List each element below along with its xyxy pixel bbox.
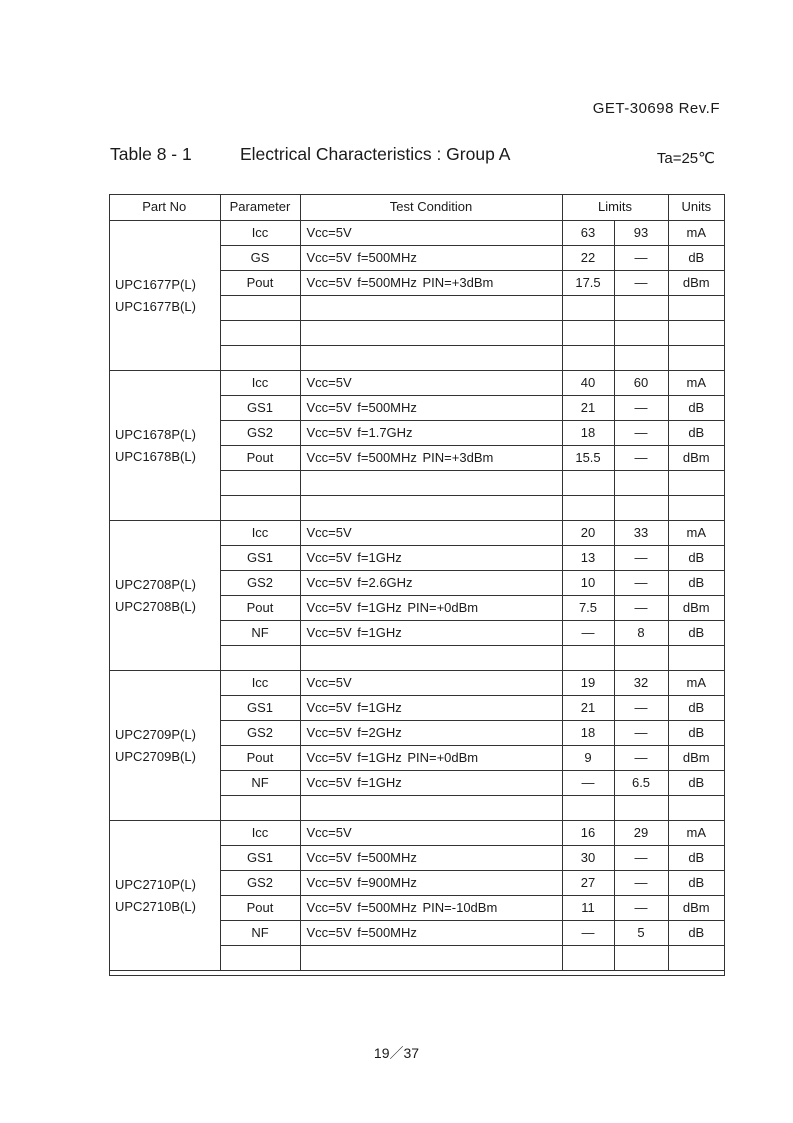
limit-max-cell: 33 bbox=[614, 521, 668, 546]
parameter-cell: GS2 bbox=[220, 571, 300, 596]
limit-min-cell: — bbox=[562, 621, 614, 646]
parameter-cell bbox=[220, 296, 300, 321]
unit-cell bbox=[668, 296, 724, 321]
unit-cell: mA bbox=[668, 221, 724, 246]
part-number: UPC1678P(L) bbox=[115, 426, 196, 442]
limit-min-cell: 30 bbox=[562, 846, 614, 871]
test-condition-cell: Vcc=5V f=500MHz bbox=[300, 846, 562, 871]
parameter-cell: Pout bbox=[220, 746, 300, 771]
table-row bbox=[109, 521, 724, 546]
limit-min-cell: 11 bbox=[562, 896, 614, 921]
test-condition-cell: Vcc=5V bbox=[300, 221, 562, 246]
limit-max-cell: — bbox=[614, 246, 668, 271]
parameter-cell bbox=[220, 646, 300, 671]
unit-cell: dB bbox=[668, 421, 724, 446]
limit-max-cell bbox=[614, 296, 668, 321]
limit-max-cell: 6.5 bbox=[614, 771, 668, 796]
unit-cell: dB bbox=[668, 921, 724, 946]
part-number-cell bbox=[109, 821, 220, 971]
test-condition-cell bbox=[300, 296, 562, 321]
test-condition-cell: Vcc=5V f=500MHz bbox=[300, 246, 562, 271]
unit-cell: mA bbox=[668, 521, 724, 546]
limit-max-cell bbox=[614, 471, 668, 496]
limit-min-cell bbox=[562, 496, 614, 521]
header-part-no: Part No bbox=[109, 194, 220, 221]
parameter-cell: Icc bbox=[220, 521, 300, 546]
unit-cell: dB bbox=[668, 846, 724, 871]
test-condition-cell bbox=[300, 346, 562, 371]
limit-min-cell: 18 bbox=[562, 421, 614, 446]
unit-cell: dB bbox=[668, 546, 724, 571]
unit-cell: dBm bbox=[668, 896, 724, 921]
limit-min-cell: 18 bbox=[562, 721, 614, 746]
part-number: UPC2710B(L) bbox=[115, 898, 196, 914]
table-header-row bbox=[109, 194, 724, 221]
unit-cell: dBm bbox=[668, 446, 724, 471]
unit-cell: dBm bbox=[668, 746, 724, 771]
limit-max-cell: — bbox=[614, 596, 668, 621]
test-condition-cell: Vcc=5V f=1GHz PIN=+0dBm bbox=[300, 596, 562, 621]
limit-min-cell: 19 bbox=[562, 671, 614, 696]
parameter-cell: NF bbox=[220, 621, 300, 646]
limit-max-cell: 93 bbox=[614, 221, 668, 246]
unit-cell: dB bbox=[668, 696, 724, 721]
limit-min-cell: 9 bbox=[562, 746, 614, 771]
parameter-cell: NF bbox=[220, 921, 300, 946]
test-condition-cell: Vcc=5V f=500MHz bbox=[300, 396, 562, 421]
test-condition-cell: Vcc=5V bbox=[300, 821, 562, 846]
table-row bbox=[109, 371, 724, 396]
part-number-cell bbox=[109, 671, 220, 821]
limit-min-cell: 63 bbox=[562, 221, 614, 246]
parameter-cell: NF bbox=[220, 771, 300, 796]
limit-min-cell: 40 bbox=[562, 371, 614, 396]
parameter-cell: GS1 bbox=[220, 396, 300, 421]
parameter-cell bbox=[220, 321, 300, 346]
unit-cell: mA bbox=[668, 371, 724, 396]
limit-min-cell: 15.5 bbox=[562, 446, 614, 471]
limit-max-cell: — bbox=[614, 746, 668, 771]
limit-max-cell bbox=[614, 796, 668, 821]
test-condition-cell: Vcc=5V f=500MHz bbox=[300, 921, 562, 946]
limit-min-cell bbox=[562, 321, 614, 346]
test-condition-cell: Vcc=5V f=1GHz bbox=[300, 696, 562, 721]
limit-max-cell: — bbox=[614, 446, 668, 471]
limit-max-cell: 8 bbox=[614, 621, 668, 646]
test-condition-cell: Vcc=5V f=2GHz bbox=[300, 721, 562, 746]
parameter-cell: Pout bbox=[220, 446, 300, 471]
table-row bbox=[109, 821, 724, 846]
limit-min-cell bbox=[562, 796, 614, 821]
parameter-cell: Icc bbox=[220, 821, 300, 846]
table-title: Electrical Characteristics : Group A bbox=[240, 144, 511, 164]
parameter-cell: GS1 bbox=[220, 696, 300, 721]
limit-max-cell: — bbox=[614, 871, 668, 896]
unit-cell: dB bbox=[668, 721, 724, 746]
parameter-cell: GS1 bbox=[220, 846, 300, 871]
test-condition-cell: Vcc=5V f=1GHz PIN=+0dBm bbox=[300, 746, 562, 771]
limit-max-cell: — bbox=[614, 546, 668, 571]
parameter-cell: GS2 bbox=[220, 871, 300, 896]
parameter-cell bbox=[220, 796, 300, 821]
unit-cell: dB bbox=[668, 396, 724, 421]
limit-min-cell bbox=[562, 946, 614, 971]
limit-max-cell bbox=[614, 496, 668, 521]
limit-max-cell: — bbox=[614, 396, 668, 421]
limit-min-cell bbox=[562, 646, 614, 671]
unit-cell: mA bbox=[668, 671, 724, 696]
unit-cell bbox=[668, 321, 724, 346]
test-condition-cell bbox=[300, 496, 562, 521]
limit-max-cell: 29 bbox=[614, 821, 668, 846]
unit-cell bbox=[668, 496, 724, 521]
unit-cell: mA bbox=[668, 821, 724, 846]
test-condition-cell: Vcc=5V bbox=[300, 371, 562, 396]
unit-cell bbox=[668, 471, 724, 496]
test-condition-cell: Vcc=5V f=2.6GHz bbox=[300, 571, 562, 596]
limit-max-cell: — bbox=[614, 846, 668, 871]
limit-min-cell: 21 bbox=[562, 396, 614, 421]
part-number: UPC2709P(L) bbox=[115, 726, 196, 742]
table-row bbox=[109, 671, 724, 696]
limit-min-cell bbox=[562, 296, 614, 321]
unit-cell bbox=[668, 646, 724, 671]
parameter-cell bbox=[220, 946, 300, 971]
page-number: 19／37 bbox=[373, 1045, 420, 1061]
test-condition-cell bbox=[300, 796, 562, 821]
part-number-cell bbox=[109, 521, 220, 671]
limit-min-cell: 10 bbox=[562, 571, 614, 596]
limit-max-cell: — bbox=[614, 721, 668, 746]
limit-max-cell bbox=[614, 646, 668, 671]
parameter-cell: GS2 bbox=[220, 721, 300, 746]
header-units: Units bbox=[668, 194, 724, 221]
ambient-temperature-condition: Ta=25℃ bbox=[656, 150, 715, 167]
part-number: UPC2709B(L) bbox=[115, 748, 196, 764]
part-number: UPC1677P(L) bbox=[115, 276, 196, 292]
test-condition-cell bbox=[300, 946, 562, 971]
parameter-cell: GS2 bbox=[220, 421, 300, 446]
parameter-cell: GS1 bbox=[220, 546, 300, 571]
test-condition-cell: Vcc=5V f=1GHz bbox=[300, 771, 562, 796]
limit-min-cell: — bbox=[562, 771, 614, 796]
header-test-condition: Test Condition bbox=[300, 194, 562, 221]
header-limits: Limits bbox=[562, 194, 668, 221]
limit-min-cell: — bbox=[562, 921, 614, 946]
parameter-cell bbox=[220, 471, 300, 496]
limit-max-cell: — bbox=[614, 271, 668, 296]
limit-max-cell: — bbox=[614, 896, 668, 921]
test-condition-cell: Vcc=5V f=500MHz PIN=-10dBm bbox=[300, 896, 562, 921]
unit-cell: dB bbox=[668, 621, 724, 646]
unit-cell bbox=[668, 946, 724, 971]
test-condition-cell: Vcc=5V f=500MHz PIN=+3dBm bbox=[300, 271, 562, 296]
limit-min-cell: 13 bbox=[562, 546, 614, 571]
part-number: UPC2708B(L) bbox=[115, 598, 196, 614]
parameter-cell: Pout bbox=[220, 896, 300, 921]
unit-cell: dBm bbox=[668, 271, 724, 296]
unit-cell: dB bbox=[668, 771, 724, 796]
limit-max-cell bbox=[614, 321, 668, 346]
limit-max-cell: 5 bbox=[614, 921, 668, 946]
part-number-cell bbox=[109, 221, 220, 371]
test-condition-cell: Vcc=5V f=1GHz bbox=[300, 546, 562, 571]
part-number: UPC2710P(L) bbox=[115, 876, 196, 892]
table-row bbox=[109, 221, 724, 246]
part-number-cell bbox=[109, 371, 220, 521]
header-parameter: Parameter bbox=[220, 194, 300, 221]
table-number: Table 8 - 1 bbox=[110, 144, 192, 164]
test-condition-cell: Vcc=5V f=500MHz PIN=+3dBm bbox=[300, 446, 562, 471]
limit-max-cell: — bbox=[614, 421, 668, 446]
parameter-cell: Icc bbox=[220, 371, 300, 396]
test-condition-cell: Vcc=5V f=1GHz bbox=[300, 621, 562, 646]
test-condition-cell: Vcc=5V f=900MHz bbox=[300, 871, 562, 896]
unit-cell: dB bbox=[668, 246, 724, 271]
limit-min-cell: 21 bbox=[562, 696, 614, 721]
parameter-cell bbox=[220, 346, 300, 371]
test-condition-cell bbox=[300, 321, 562, 346]
parameter-cell: Pout bbox=[220, 271, 300, 296]
limit-max-cell: 32 bbox=[614, 671, 668, 696]
limit-max-cell bbox=[614, 346, 668, 371]
limit-min-cell: 7.5 bbox=[562, 596, 614, 621]
test-condition-cell: Vcc=5V bbox=[300, 671, 562, 696]
electrical-characteristics-table bbox=[109, 194, 724, 971]
limit-max-cell bbox=[614, 946, 668, 971]
test-condition-cell bbox=[300, 471, 562, 496]
limit-min-cell: 22 bbox=[562, 246, 614, 271]
parameter-cell: Icc bbox=[220, 671, 300, 696]
unit-cell: dBm bbox=[668, 596, 724, 621]
unit-cell: dB bbox=[668, 871, 724, 896]
unit-cell: dB bbox=[668, 571, 724, 596]
limit-min-cell: 20 bbox=[562, 521, 614, 546]
limit-min-cell: 17.5 bbox=[562, 271, 614, 296]
parameter-cell bbox=[220, 496, 300, 521]
test-condition-cell bbox=[300, 646, 562, 671]
document-id: GET-30698 Rev.F bbox=[592, 100, 720, 117]
part-number: UPC1678B(L) bbox=[115, 448, 196, 464]
limit-max-cell: — bbox=[614, 571, 668, 596]
parameter-cell: Icc bbox=[220, 221, 300, 246]
test-condition-cell: Vcc=5V f=1.7GHz bbox=[300, 421, 562, 446]
part-number: UPC2708P(L) bbox=[115, 576, 196, 592]
test-condition-cell: Vcc=5V bbox=[300, 521, 562, 546]
limit-min-cell bbox=[562, 346, 614, 371]
unit-cell bbox=[668, 346, 724, 371]
limit-min-cell bbox=[562, 471, 614, 496]
unit-cell bbox=[668, 796, 724, 821]
limit-max-cell: — bbox=[614, 696, 668, 721]
part-number: UPC1677B(L) bbox=[115, 298, 196, 314]
parameter-cell: Pout bbox=[220, 596, 300, 621]
limit-min-cell: 16 bbox=[562, 821, 614, 846]
limit-min-cell: 27 bbox=[562, 871, 614, 896]
limit-max-cell: 60 bbox=[614, 371, 668, 396]
parameter-cell: GS bbox=[220, 246, 300, 271]
